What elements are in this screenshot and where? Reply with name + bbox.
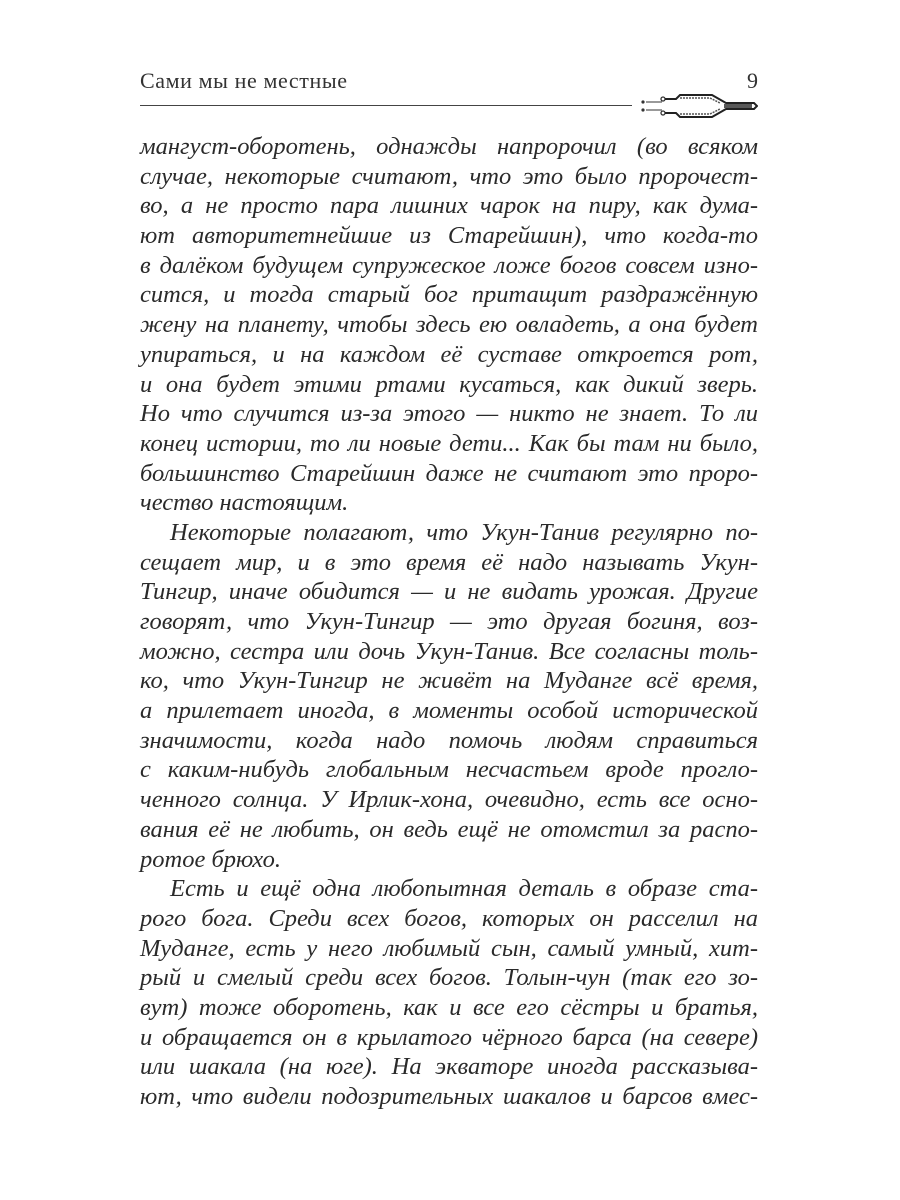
text-line: с каким-нибудь глобальным несчастьем вроде прогло- bbox=[140, 756, 758, 784]
paragraph bbox=[140, 518, 758, 874]
text-line: вут) тоже оборотень, как и все его сёстры и братья, bbox=[140, 993, 758, 1021]
text-line: чество настоящим. bbox=[140, 489, 349, 517]
text-line: можно, сестра или дочь Укун-Танив. Все согласны толь- bbox=[140, 637, 758, 665]
text-line: Тингир, иначе обидится — и не видать урожая. Другие bbox=[140, 578, 758, 606]
page-header bbox=[140, 68, 758, 108]
pen-nib-ornament-icon bbox=[640, 94, 758, 118]
body-text bbox=[140, 132, 758, 1112]
text-line: конец истории, то ли новые дети... Как бы там ни было, bbox=[140, 429, 758, 457]
text-line: сещает мир, и в это время её надо называть Укун- bbox=[140, 548, 758, 576]
header-rule bbox=[140, 105, 632, 106]
text-line: случае, некоторые считают, что это было пророчест- bbox=[140, 162, 758, 190]
text-line: во, а не просто пара лишних чарок на пиру, как дума- bbox=[140, 192, 758, 220]
text-line: вания её не любить, он ведь ещё не отомстил за распо- bbox=[140, 815, 758, 843]
text-line: Некоторые полагают, что Укун-Танив регулярно по- bbox=[170, 518, 758, 546]
text-line: рого бога. Среди всех богов, которых он расселил на bbox=[140, 904, 758, 932]
text-line: или шакала (на юге). На экваторе иногда рассказыва- bbox=[140, 1053, 758, 1081]
text-line: мангуст-оборотень, однажды напророчил (во всяком bbox=[140, 133, 758, 160]
text-line: в далёком будущем супружеское ложе богов совсем изно- bbox=[140, 251, 758, 279]
text-line: ротое брюхо. bbox=[140, 845, 281, 873]
text-line: а прилетает иногда, в моменты особой исторической bbox=[140, 697, 758, 725]
text-line: рый и смелый среди всех богов. Толын-чун (так его зо- bbox=[140, 964, 758, 992]
text-line: ют авторитетнейшие из Старейшин), что когда-то bbox=[140, 222, 758, 250]
text-line: сится, и тогда старый бог притащит раздражённую bbox=[140, 281, 758, 309]
text-line: Но что случится из-за этого — никто не знает. То ли bbox=[140, 400, 758, 428]
paragraph bbox=[140, 132, 758, 518]
text-line: жену на планету, чтобы здесь ею овладеть, а она будет bbox=[140, 311, 758, 339]
paragraph bbox=[140, 874, 758, 1112]
text-line: Есть и ещё одна любопытная деталь в образе ста- bbox=[170, 875, 758, 903]
running-title: Сами мы не местные bbox=[140, 68, 348, 93]
text-line: и она будет этими ртами кусаться, как дикий зверь. bbox=[140, 370, 758, 398]
text-line: Муданге, есть у него любимый сын, самый умный, хит- bbox=[140, 934, 758, 962]
text-line: значимости, когда надо помочь людям справиться bbox=[140, 726, 758, 754]
text-line: и обращается он в крылатого чёрного барса (на севере) bbox=[140, 1023, 758, 1051]
text-line: большинство Старейшин даже не считают это проро- bbox=[140, 459, 758, 487]
text-line: упираться, и на каждом её суставе откроется рот, bbox=[140, 340, 758, 368]
text-line: говорят, что Укун-Тингир — это другая богиня, воз- bbox=[140, 608, 758, 635]
text-line: ченного солнца. У Ирлик-хона, очевидно, есть все осно- bbox=[140, 786, 758, 814]
page-number: 9 bbox=[747, 68, 758, 93]
text-line: ко, что Укун-Тингир не живёт на Муданге всё время, bbox=[140, 667, 758, 695]
text-line: ют, что видели подозрительных шакалов и барсов вмес- bbox=[140, 1083, 758, 1110]
